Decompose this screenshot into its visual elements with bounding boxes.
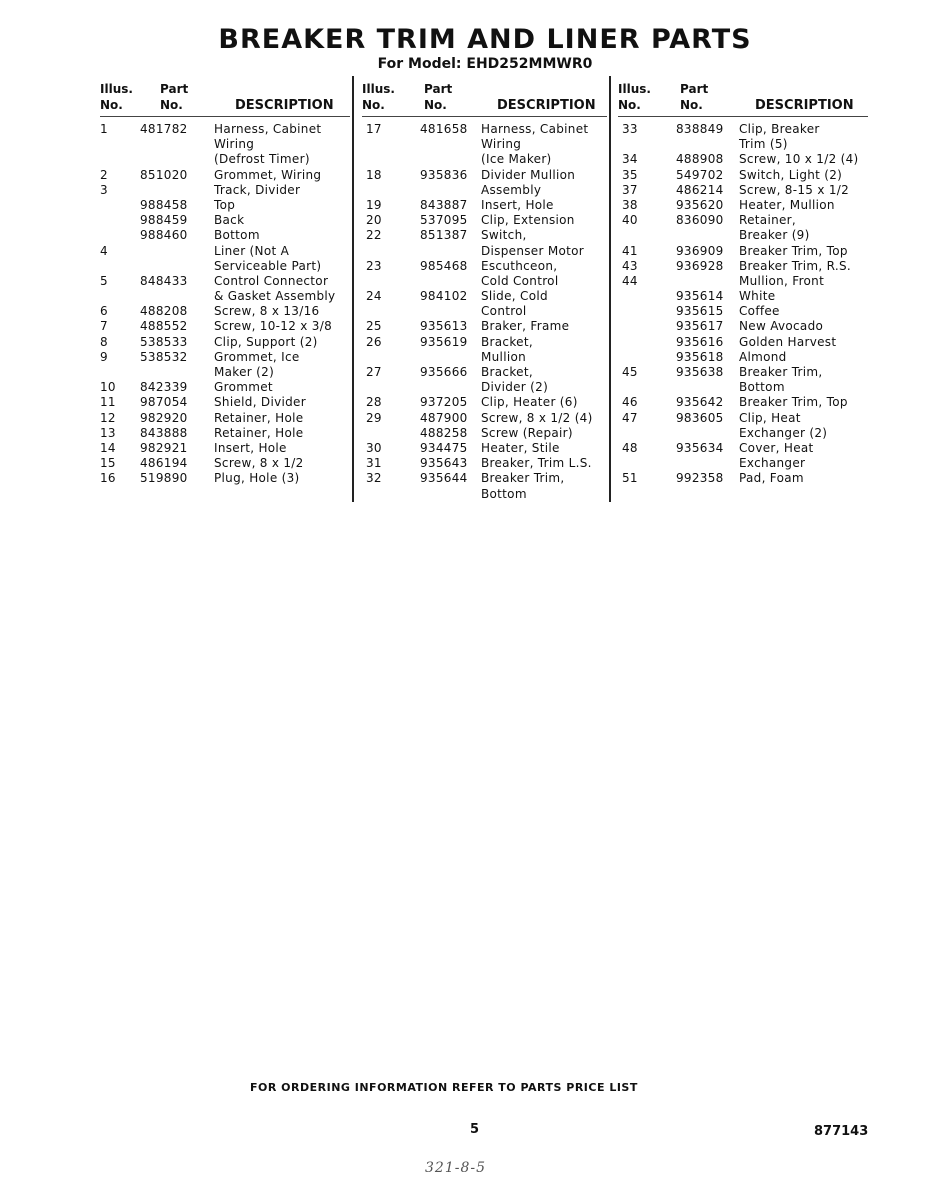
- part-header: Part: [160, 82, 189, 96]
- parts-column: [362, 82, 607, 502]
- part-number: 937205: [420, 395, 468, 410]
- part-description: & Gasket Assembly: [214, 289, 336, 304]
- part-description: (Ice Maker): [481, 152, 552, 167]
- parts-row: [618, 152, 868, 167]
- part-description: Screw, 8 x 1/2: [214, 456, 304, 471]
- illus-number: 24: [366, 289, 382, 304]
- part-header: Part: [424, 82, 453, 96]
- part-number: 488552: [140, 319, 188, 334]
- part-description: Exchanger: [739, 456, 806, 471]
- parts-row: [362, 152, 607, 167]
- illus-number: 27: [366, 365, 382, 379]
- illus-number: 3: [100, 182, 108, 197]
- part-number: 481658: [420, 122, 468, 136]
- parts-row: [100, 380, 350, 395]
- part-number: 935613: [420, 319, 468, 334]
- illus-number: 19: [366, 197, 382, 212]
- illus-number: 26: [366, 334, 382, 349]
- part-description: Wiring: [481, 137, 522, 152]
- part-description: Harness, Cabinet: [214, 122, 322, 136]
- part-description: Breaker, Trim L.S.: [481, 456, 592, 471]
- part-description: Breaker (9): [739, 228, 810, 243]
- parts-row: [618, 228, 868, 243]
- column-header: [362, 82, 607, 117]
- parts-row: [362, 274, 607, 289]
- parts-row: [362, 335, 607, 350]
- parts-row: [618, 471, 868, 486]
- part-no-header: No.: [160, 98, 183, 112]
- illus-number: 25: [366, 319, 382, 334]
- illus-number: 10: [100, 380, 116, 395]
- parts-row: [362, 441, 607, 456]
- part-description: Screw, 10-12 x 3/8: [214, 319, 333, 334]
- part-number: 842339: [140, 380, 188, 395]
- parts-row: [618, 304, 868, 319]
- illus-number: 15: [100, 456, 116, 471]
- part-number: 988459: [140, 213, 188, 228]
- illus-number: 11: [100, 395, 116, 410]
- part-number: 486214: [676, 182, 724, 197]
- column-divider: [609, 76, 611, 502]
- parts-row: [362, 471, 607, 486]
- part-description: Screw, 10 x 1/2 (4): [739, 152, 859, 167]
- parts-row: [618, 274, 868, 289]
- illus-no-header: No.: [618, 98, 641, 112]
- parts-row: [362, 426, 607, 441]
- parts-row: [100, 471, 350, 486]
- part-description: Breaker Trim,: [481, 471, 565, 486]
- parts-row: [618, 198, 868, 213]
- illus-number: 16: [100, 471, 116, 486]
- part-description: Braker, Frame: [481, 319, 570, 334]
- illus-number: 35: [622, 167, 638, 182]
- illus-number: 20: [366, 213, 382, 228]
- parts-row: [362, 304, 607, 319]
- parts-row: [100, 395, 350, 410]
- illus-number: 17: [366, 122, 382, 136]
- part-number: 935619: [420, 334, 468, 349]
- parts-row: [100, 213, 350, 228]
- part-description: Retainer, Hole: [214, 425, 304, 440]
- parts-row: [618, 259, 868, 274]
- part-description: Insert, Hole: [214, 440, 287, 455]
- part-description: Heater, Stile: [481, 440, 560, 455]
- part-number: 935638: [676, 365, 724, 379]
- illus-number: 46: [622, 395, 638, 410]
- part-description: Grommet, Wiring: [214, 167, 322, 182]
- parts-row: [362, 259, 607, 274]
- part-description: Track, Divider: [214, 182, 301, 197]
- illus-number: 14: [100, 440, 116, 455]
- parts-row: [362, 319, 607, 334]
- description-header: DESCRIPTION: [497, 98, 596, 113]
- part-description: Divider (2): [481, 380, 549, 395]
- illus-number: 31: [366, 456, 382, 471]
- part-description: Control: [481, 304, 527, 319]
- page-title: BREAKER TRIM AND LINER PARTS: [218, 24, 752, 55]
- part-description: Mullion, Front: [739, 273, 825, 288]
- document-number: 877143: [814, 1124, 869, 1139]
- part-description: Top: [214, 197, 236, 212]
- part-number: 843887: [420, 197, 468, 212]
- parts-row: [100, 365, 350, 380]
- illus-number: 45: [622, 365, 638, 379]
- part-description: Breaker Trim, Top: [739, 243, 848, 258]
- part-number: 985468: [420, 258, 468, 273]
- part-description: Switch,: [481, 228, 527, 243]
- parts-row: [100, 441, 350, 456]
- description-header: DESCRIPTION: [755, 98, 854, 113]
- part-number: 992358: [676, 471, 724, 486]
- illus-number: 33: [622, 122, 638, 136]
- parts-row: [362, 395, 607, 410]
- part-number: 488208: [140, 304, 188, 319]
- column-header: [618, 82, 868, 117]
- illus-number: 43: [622, 258, 638, 273]
- illus-number: 2: [100, 167, 108, 182]
- parts-row: [100, 228, 350, 243]
- part-description: Breaker Trim, Top: [739, 395, 848, 410]
- parts-row: [618, 183, 868, 198]
- part-description: Cold Control: [481, 273, 559, 288]
- part-description: Clip, Heat: [739, 410, 801, 425]
- parts-row: [618, 350, 868, 365]
- part-description: Golden Harvest: [739, 334, 837, 349]
- part-description: Liner (Not A: [214, 243, 290, 258]
- parts-row: [618, 380, 868, 395]
- part-description: Clip, Extension: [481, 213, 575, 228]
- illus-number: 30: [366, 440, 382, 455]
- part-header: Part: [680, 82, 709, 96]
- part-number: 983605: [676, 410, 724, 425]
- part-description: Back: [214, 213, 245, 228]
- parts-row: [100, 259, 350, 274]
- parts-row: [618, 213, 868, 228]
- description-header: DESCRIPTION: [235, 98, 334, 113]
- parts-row: [362, 411, 607, 426]
- parts-row: [100, 426, 350, 441]
- parts-row: [100, 319, 350, 334]
- part-description: Trim (5): [739, 137, 788, 152]
- parts-row: [362, 244, 607, 259]
- part-number: 935614: [676, 289, 724, 304]
- part-description: Bottom: [739, 380, 785, 395]
- part-number: 936909: [676, 243, 724, 258]
- illus-number: 44: [622, 273, 638, 288]
- parts-row: [100, 274, 350, 289]
- illus-header: Illus.: [100, 82, 133, 96]
- part-description: Screw, 8 x 1/2 (4): [481, 410, 593, 425]
- parts-row: [100, 411, 350, 426]
- parts-row: [362, 380, 607, 395]
- illus-number: 5: [100, 273, 108, 288]
- part-description: Breaker Trim, R.S.: [739, 258, 851, 273]
- illus-number: 9: [100, 349, 108, 364]
- parts-row: [100, 304, 350, 319]
- part-number: 988460: [140, 228, 188, 243]
- parts-row: [618, 365, 868, 380]
- part-number: 984102: [420, 289, 468, 304]
- illus-number: 4: [100, 243, 108, 258]
- illus-number: 12: [100, 410, 116, 425]
- part-description: Maker (2): [214, 365, 275, 379]
- part-number: 936928: [676, 258, 724, 273]
- part-number: 549702: [676, 167, 724, 182]
- illus-number: 28: [366, 395, 382, 410]
- illus-number: 1: [100, 122, 108, 136]
- illus-number: 13: [100, 425, 116, 440]
- parts-row: [362, 487, 607, 502]
- illus-number: 40: [622, 213, 638, 228]
- part-description: Harness, Cabinet: [481, 122, 589, 136]
- parts-row: [100, 289, 350, 304]
- part-number: 486194: [140, 456, 188, 471]
- parts-row: [618, 441, 868, 456]
- part-description: Switch, Light (2): [739, 167, 843, 182]
- part-description: Cover, Heat: [739, 440, 814, 455]
- part-number: 934475: [420, 440, 468, 455]
- part-no-header: No.: [680, 98, 703, 112]
- parts-row: [362, 350, 607, 365]
- parts-row: [618, 335, 868, 350]
- parts-row: [362, 183, 607, 198]
- part-description: Clip, Support (2): [214, 334, 318, 349]
- part-description: Almond: [739, 349, 787, 364]
- illus-number: 6: [100, 304, 108, 319]
- parts-row: [362, 122, 607, 137]
- part-description: Assembly: [481, 182, 542, 197]
- illus-number: 23: [366, 258, 382, 273]
- part-description: Bracket,: [481, 334, 533, 349]
- part-description: Grommet: [214, 380, 273, 395]
- ordering-note: FOR ORDERING INFORMATION REFER TO PARTS PRICE LIST: [250, 1081, 638, 1094]
- parts-row: [618, 122, 868, 137]
- part-number: 935616: [676, 334, 724, 349]
- illus-number: 47: [622, 410, 638, 425]
- column-header: [100, 82, 350, 117]
- part-description: White: [739, 289, 776, 304]
- part-description: Divider Mullion: [481, 167, 576, 182]
- parts-row: [618, 411, 868, 426]
- parts-row: [100, 335, 350, 350]
- part-description: Clip, Breaker: [739, 122, 820, 136]
- part-number: 843888: [140, 425, 188, 440]
- parts-row: [618, 395, 868, 410]
- illus-number: 48: [622, 440, 638, 455]
- part-description: Clip, Heater (6): [481, 395, 578, 410]
- part-number: 838849: [676, 122, 724, 136]
- part-description: Insert, Hole: [481, 197, 554, 212]
- parts-row: [618, 244, 868, 259]
- parts-row: [362, 198, 607, 213]
- part-number: 935836: [420, 167, 468, 182]
- part-number: 935618: [676, 349, 724, 364]
- parts-row: [100, 152, 350, 167]
- part-description: Bracket,: [481, 365, 533, 379]
- part-description: Bottom: [214, 228, 260, 243]
- part-number: 537095: [420, 213, 468, 228]
- part-description: Heater, Mullion: [739, 197, 835, 212]
- part-description: Slide, Cold: [481, 289, 548, 304]
- part-description: Shield, Divider: [214, 395, 306, 410]
- parts-column: [618, 82, 868, 487]
- part-number: 851020: [140, 167, 188, 182]
- parts-row: [100, 198, 350, 213]
- part-description: Screw, 8-15 x 1/2: [739, 182, 850, 197]
- illus-number: 22: [366, 228, 382, 243]
- part-no-header: No.: [424, 98, 447, 112]
- illus-no-header: No.: [362, 98, 385, 112]
- part-number: 935620: [676, 197, 724, 212]
- column-divider: [352, 76, 354, 502]
- parts-row: [362, 137, 607, 152]
- part-number: 519890: [140, 471, 188, 486]
- part-description: Retainer,: [739, 213, 797, 228]
- part-number: 935642: [676, 395, 724, 410]
- parts-row: [362, 456, 607, 471]
- part-description: Pad, Foam: [739, 471, 804, 486]
- part-description: Grommet, Ice: [214, 349, 300, 364]
- illus-header: Illus.: [618, 82, 651, 96]
- part-number: 848433: [140, 273, 188, 288]
- model-subtitle: For Model: EHD252MMWR0: [377, 56, 593, 72]
- illus-number: 32: [366, 471, 382, 486]
- handwritten-note: 321-8-5: [425, 1160, 486, 1176]
- part-number: 481782: [140, 122, 188, 136]
- part-number: 935666: [420, 365, 468, 379]
- parts-row: [100, 137, 350, 152]
- part-description: Screw (Repair): [481, 425, 573, 440]
- parts-row: [362, 289, 607, 304]
- illus-header: Illus.: [362, 82, 395, 96]
- part-description: Retainer, Hole: [214, 410, 304, 425]
- illus-number: 7: [100, 319, 108, 334]
- parts-row: [100, 183, 350, 198]
- part-number: 935644: [420, 471, 468, 486]
- part-description: Exchanger (2): [739, 425, 828, 440]
- parts-row: [618, 426, 868, 441]
- parts-row: [618, 289, 868, 304]
- illus-number: 18: [366, 167, 382, 182]
- part-number: 935634: [676, 440, 724, 455]
- part-description: Breaker Trim,: [739, 365, 823, 379]
- illus-no-header: No.: [100, 98, 123, 112]
- part-number: 851387: [420, 228, 468, 243]
- part-description: New Avocado: [739, 319, 824, 334]
- illus-number: 41: [622, 243, 638, 258]
- part-number: 538533: [140, 334, 188, 349]
- parts-row: [362, 168, 607, 183]
- part-description: Coffee: [739, 304, 780, 319]
- part-number: 935617: [676, 319, 724, 334]
- parts-row: [362, 213, 607, 228]
- part-number: 538532: [140, 349, 188, 364]
- parts-row: [100, 168, 350, 183]
- parts-row: [100, 122, 350, 137]
- part-number: 988458: [140, 197, 188, 212]
- page-number: 5: [470, 1122, 480, 1137]
- parts-row: [100, 244, 350, 259]
- part-number: 836090: [676, 213, 724, 228]
- parts-row: [618, 137, 868, 152]
- part-description: Wiring: [214, 137, 255, 152]
- illus-number: 37: [622, 182, 638, 197]
- part-number: 935615: [676, 304, 724, 319]
- part-number: 982920: [140, 410, 188, 425]
- part-number: 935643: [420, 456, 468, 471]
- illus-number: 8: [100, 334, 108, 349]
- part-description: Plug, Hole (3): [214, 471, 300, 486]
- parts-row: [618, 319, 868, 334]
- parts-row: [100, 456, 350, 471]
- parts-column: [100, 82, 350, 487]
- part-description: Mullion: [481, 349, 527, 364]
- part-description: (Defrost Timer): [214, 152, 310, 167]
- part-number: 488908: [676, 152, 724, 167]
- part-description: Escuthceon,: [481, 258, 558, 273]
- parts-row: [100, 350, 350, 365]
- part-description: Screw, 8 x 13/16: [214, 304, 320, 319]
- illus-number: 29: [366, 410, 382, 425]
- part-number: 487900: [420, 410, 468, 425]
- part-number: 987054: [140, 395, 188, 410]
- part-description: Bottom: [481, 486, 527, 501]
- part-description: Serviceable Part): [214, 258, 322, 273]
- parts-row: [618, 456, 868, 471]
- parts-row: [618, 168, 868, 183]
- part-description: Dispenser Motor: [481, 243, 584, 258]
- parts-row: [362, 228, 607, 243]
- part-number: 982921: [140, 440, 188, 455]
- illus-number: 51: [622, 471, 638, 486]
- part-description: Control Connector: [214, 273, 329, 288]
- illus-number: 34: [622, 152, 638, 167]
- parts-row: [362, 365, 607, 380]
- part-number: 488258: [420, 425, 468, 440]
- illus-number: 38: [622, 197, 638, 212]
